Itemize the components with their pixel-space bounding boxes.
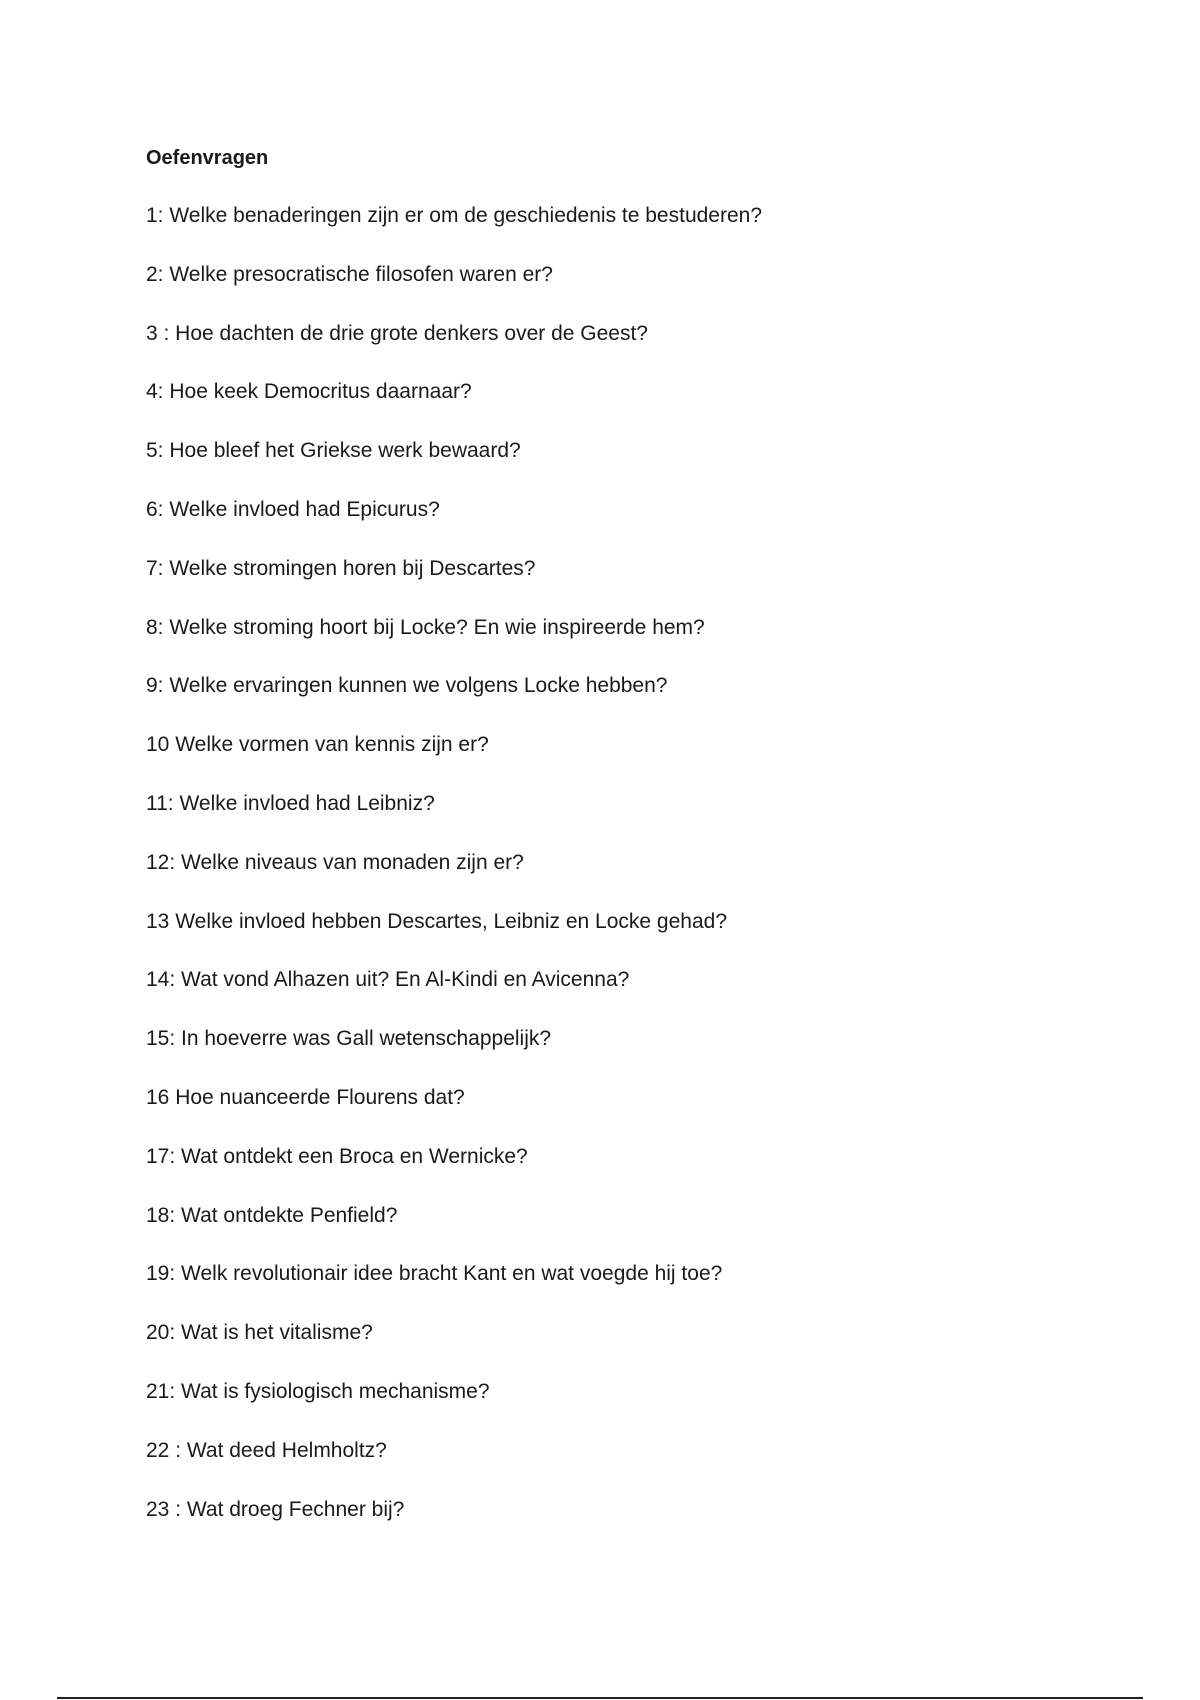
question-item: 7: Welke stromingen horen bij Descartes?	[146, 556, 536, 580]
question-item: 1: Welke benaderingen zijn er om de geschiedenis te bestuderen?	[146, 204, 763, 227]
footer-divider	[57, 1697, 1143, 1699]
question-item: 21: Wat is fysiologisch mechanisme?	[146, 1379, 490, 1403]
page-title: Oefenvragen	[146, 147, 269, 169]
question-item: 14: Wat vond Alhazen uit? En Al-Kindi en Avicenna?	[146, 968, 630, 992]
question-item: 5: Hoe bleef het Griekse werk bewaard?	[146, 439, 521, 463]
question-item: 12: Welke niveaus van monaden zijn er?	[146, 850, 524, 874]
question-item: 11: Welke invloed had Leibniz?	[146, 791, 435, 815]
question-list	[146, 204, 762, 1556]
question-item: 15: In hoeverre was Gall wetenschappelijk?	[146, 1027, 552, 1051]
question-item: 20: Wat is het vitalisme?	[146, 1321, 373, 1345]
question-item: 17: Wat ontdekt een Broca en Wernicke?	[146, 1144, 528, 1168]
question-item: 16 Hoe nuanceerde Flourens dat?	[146, 1085, 465, 1109]
question-item: 2: Welke presocratische filosofen waren er?	[146, 262, 553, 286]
question-item: 22 : Wat deed Helmholtz?	[146, 1438, 387, 1462]
question-item: 6: Welke invloed had Epicurus?	[146, 497, 440, 521]
question-item: 4: Hoe keek Democritus daarnaar?	[146, 380, 472, 404]
question-item: 10 Welke vormen van kennis zijn er?	[146, 733, 489, 757]
question-item: 23 : Wat droeg Fechner bij?	[146, 1497, 405, 1521]
question-item: 8: Welke stroming hoort bij Locke? En wie inspireerde hem?	[146, 615, 705, 639]
question-item: 13 Welke invloed hebben Descartes, Leibniz en Locke gehad?	[146, 909, 728, 933]
question-item: 18: Wat ontdekte Penfield?	[146, 1203, 398, 1227]
question-item: 19: Welk revolutionair idee bracht Kant en wat voegde hij toe?	[146, 1262, 723, 1286]
question-item: 9: Welke ervaringen kunnen we volgens Locke hebben?	[146, 674, 668, 698]
question-item: 3 : Hoe dachten de drie grote denkers over de Geest?	[146, 321, 648, 345]
